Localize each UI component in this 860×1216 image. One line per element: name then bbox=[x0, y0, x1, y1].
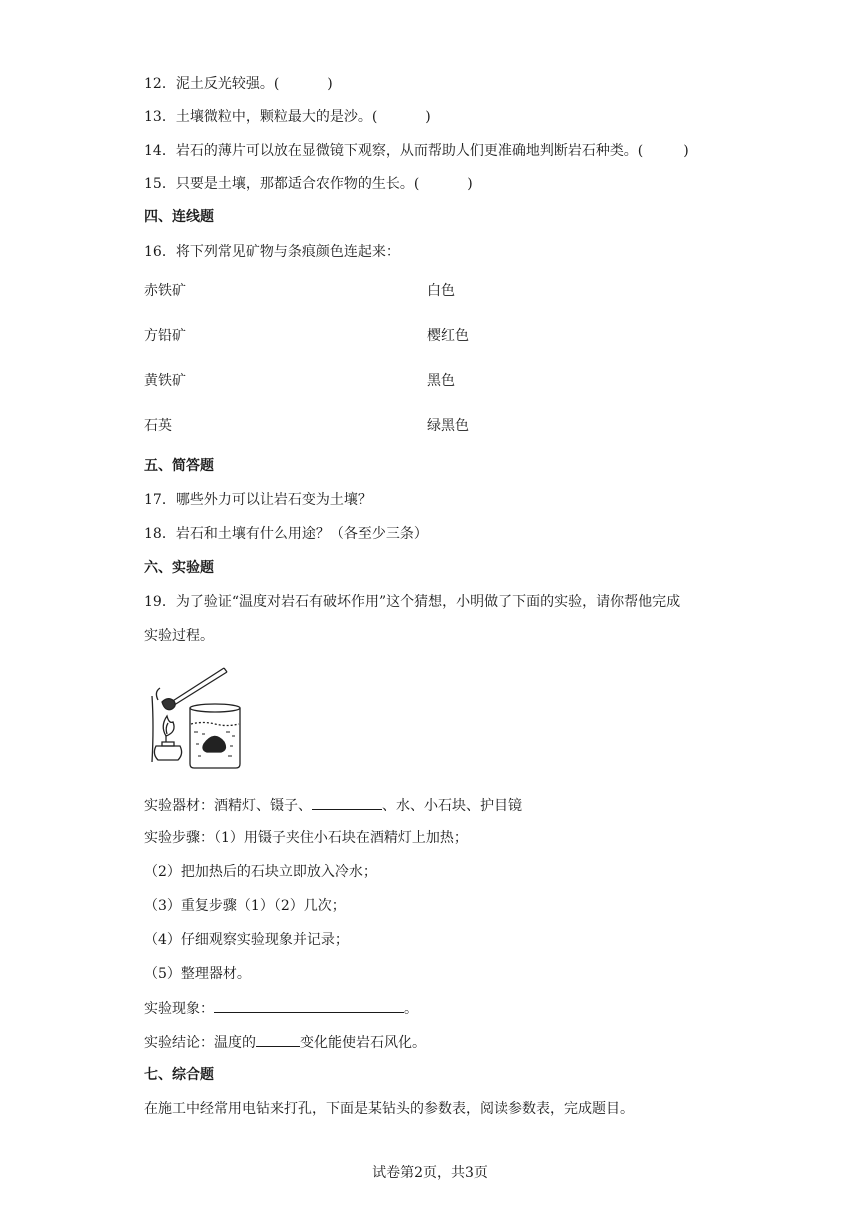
materials-text-rest: 、水、小石块、护目镜 bbox=[382, 798, 522, 814]
paren-close: ) bbox=[683, 143, 689, 159]
mineral-item[interactable]: 方铅矿 bbox=[144, 328, 186, 344]
streak-color-item[interactable]: 樱红色 bbox=[427, 328, 469, 344]
materials-line bbox=[144, 795, 522, 815]
conclusion-rest: 变化能使岩石风化。 bbox=[300, 1035, 426, 1051]
section-heading-4: 四、连线题 bbox=[144, 209, 214, 225]
section-heading-6: 六、实验题 bbox=[144, 560, 214, 576]
step-2: （2）把加热后的石块立即放入冷水； bbox=[144, 864, 377, 880]
question-20-intro: 在施工中经常用电钻来打孔，下面是某钻头的参数表，阅读参数表，完成题目。 bbox=[144, 1101, 634, 1117]
streak-color-item[interactable]: 黑色 bbox=[427, 373, 455, 389]
experiment-illustration bbox=[146, 664, 246, 776]
question-14 bbox=[144, 142, 689, 160]
paren-close: ) bbox=[425, 109, 431, 125]
question-12 bbox=[144, 75, 333, 93]
question-text: 13．土壤微粒中，颗粒最大的是沙。( bbox=[144, 109, 378, 125]
mineral-item[interactable]: 石英 bbox=[144, 418, 172, 434]
question-19-line2: 实验过程。 bbox=[144, 628, 214, 644]
alcohol-lamp-icon bbox=[154, 746, 181, 760]
phenomenon-end: 。 bbox=[404, 1001, 418, 1017]
question-13 bbox=[144, 108, 431, 126]
question-text: 15．只要是土壤，那都适合农作物的生长。( bbox=[144, 176, 420, 192]
step-1: 实验步骤：（1）用镊子夹住小石块在酒精灯上加热； bbox=[144, 830, 468, 846]
question-16-prompt: 16．将下列常见矿物与条痕颜色连起来： bbox=[144, 244, 400, 260]
phenomenon-label: 实验现象： bbox=[144, 1001, 214, 1017]
question-19-line1: 19．为了验证“温度对岩石有破坏作用”这个猜想，小明做了下面的实验，请你帮他完成 bbox=[144, 594, 681, 610]
question-15 bbox=[144, 175, 473, 193]
question-17: 17．哪些外力可以让岩石变为土壤？ bbox=[144, 492, 372, 508]
mineral-item[interactable]: 赤铁矿 bbox=[144, 283, 186, 299]
conclusion-blank[interactable] bbox=[256, 1032, 300, 1047]
phenomenon-line bbox=[144, 998, 418, 1018]
paren-close: ) bbox=[467, 176, 473, 192]
question-text: 12．泥土反光较强。( bbox=[144, 76, 280, 92]
phenomenon-blank[interactable] bbox=[214, 998, 404, 1013]
streak-color-item[interactable]: 白色 bbox=[427, 283, 455, 299]
flame-icon bbox=[163, 716, 174, 736]
streak-color-item[interactable]: 绿黑色 bbox=[427, 418, 469, 434]
section-heading-5: 五、简答题 bbox=[144, 458, 214, 474]
materials-text: 实验器材：酒精灯、镊子、 bbox=[144, 798, 312, 814]
mineral-item[interactable]: 黄铁矿 bbox=[144, 373, 186, 389]
section-heading-7: 七、综合题 bbox=[144, 1067, 214, 1083]
page-footer: 试卷第2页，共3页 bbox=[372, 1165, 488, 1181]
question-text: 14．岩石的薄片可以放在显微镜下观察，从而帮助人们更准确地判断岩石种类。( bbox=[144, 143, 644, 159]
conclusion-label: 实验结论：温度的 bbox=[144, 1035, 256, 1051]
step-5: （5）整理器材。 bbox=[144, 966, 251, 982]
step-3: （3）重复步骤（1）（2）几次； bbox=[144, 898, 346, 914]
materials-blank[interactable] bbox=[312, 795, 382, 810]
step-4: （4）仔细观察实验现象并记录； bbox=[144, 932, 349, 948]
conclusion-line bbox=[144, 1032, 426, 1052]
tongs-icon bbox=[168, 668, 224, 704]
paren-close: ) bbox=[327, 76, 333, 92]
question-18: 18．岩石和土壤有什么用途？（各至少三条） bbox=[144, 526, 428, 542]
